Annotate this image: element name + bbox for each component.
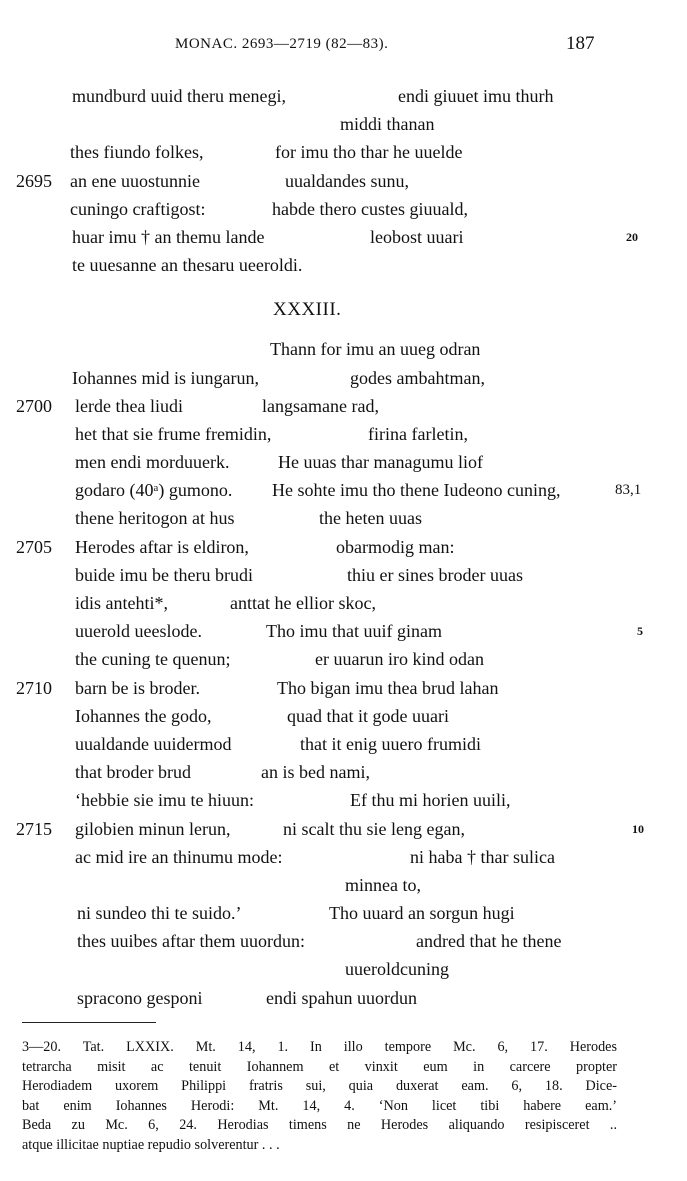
verse-first-half: het that sie frume fremidin, (75, 423, 272, 444)
verse-second-half: minnea to, (345, 874, 421, 895)
verse-second-half: ni scalt thu sie leng egan, (283, 818, 465, 839)
verse-line (0, 251, 687, 279)
footnote-line: Beda zu Mc. 6, 24. Herodias timens ne Herodes aliquando resipisceret .. (22, 1117, 617, 1134)
section-number: XXXIII. (273, 299, 342, 321)
verse-second-half: Tho imu that uuif ginam (266, 621, 442, 642)
footnote-line: atque illicitae nuptiae repudio solverentur . . . (22, 1136, 280, 1153)
verse-first-half: ‘hebbie sie imu te hiuun: (75, 790, 254, 811)
line-number: 2715 (16, 818, 52, 839)
verse-second-half: middi thanan (340, 114, 435, 135)
verse-line (0, 533, 687, 561)
verse-second-half: endi spahun uuordun (266, 987, 417, 1008)
verse-line (0, 335, 687, 363)
verse-first-half: Iohannes the godo, (75, 705, 212, 726)
verse-second-half: He sohte imu tho thene Iudeono cuning, (272, 480, 561, 501)
verse-second-half: endi giuuet imu thurh (398, 86, 554, 106)
line-number: 2705 (16, 536, 52, 557)
footnote-line: tetrarcha misit ac tenuit Iohannem et vinxit eum in carcere propter (22, 1058, 617, 1075)
verse-first-half: the cuning te quenun; (75, 649, 231, 670)
margin-reference: 5 (637, 624, 643, 639)
verse-second-half: Ef thu mi horien uuili, (350, 790, 511, 811)
verse-line (0, 82, 687, 110)
verse-first-half: thes uuibes aftar them uuordun: (77, 931, 305, 952)
verse-second-half: for imu tho thar he uuelde (275, 142, 463, 163)
verse-second-half: anttat he ellior skoc, (230, 593, 376, 613)
verse-line (0, 167, 687, 195)
verse-line (0, 110, 687, 138)
verse-second-half: andred that he thene (416, 931, 562, 952)
verse-second-half: uueroldcuning (345, 959, 449, 980)
verse-first-half: barn be is broder. (75, 677, 200, 698)
verse-second-half: that it enig uuero frumidi (300, 733, 481, 754)
verse-line (0, 364, 687, 392)
verse-first-half: buide imu be theru brudi (75, 564, 253, 585)
verse-first-half: cuningo craftigost: (70, 198, 206, 219)
footnote-rule (22, 1022, 156, 1023)
verse-first-half: Iohannes mid is iungarun, (72, 367, 259, 388)
verse-second-half: Tho bigan imu thea brud lahan (277, 677, 499, 698)
margin-reference: 10 (632, 821, 644, 836)
verse-first-half: huar imu † an themu lande (72, 226, 265, 247)
verse-line (0, 843, 687, 871)
verse-line (0, 758, 687, 786)
verse-second-half: leobost uuari (370, 226, 464, 247)
verse-second-half: obarmodig man: (336, 536, 455, 557)
verse-first-half: ni sundeo thi te suido.’ (77, 903, 242, 924)
verse-line (0, 927, 687, 955)
verse-first-half: thes fiundo folkes, (70, 142, 204, 163)
verse-line (0, 138, 687, 166)
verse-line (0, 815, 687, 843)
verse-line (0, 476, 687, 504)
verse-second-half: firina farletin, (368, 423, 468, 444)
verse-line (0, 392, 687, 420)
verse-first-half: lerde thea liudi (75, 395, 183, 416)
verse-second-half: langsamane rad, (262, 395, 379, 416)
verse-first-half: te uuesanne an thesaru ueeroldi. (72, 255, 303, 276)
line-number: 2710 (16, 677, 52, 698)
verse-line (0, 617, 687, 645)
margin-reference: 20 (626, 229, 638, 244)
footnote-line: 3—20. Tat. LXXIX. Mt. 14, 1. In illo tempore Mc. 6, 17. Herodes (22, 1039, 617, 1055)
running-header (0, 33, 687, 60)
verse-first-half: idis antehti*, (75, 593, 168, 613)
margin-reference: 83,1 (615, 482, 642, 499)
verse-first-half: thene heritogon at hus (75, 508, 235, 529)
verse-first-half: gilobien minun lerun, (75, 818, 231, 839)
verse-second-half: ni haba † thar sulica (410, 846, 555, 867)
verse-second-half: thiu er sines broder uuas (347, 564, 523, 585)
verse-first-half: spracono gesponi (77, 987, 203, 1008)
verse-second-half: uualdandes sunu, (285, 170, 409, 191)
verse-first-half: Herodes aftar is eldiron, (75, 536, 249, 557)
verse-line (0, 899, 687, 927)
verse-second-half: He uuas thar managumu liof (278, 452, 483, 473)
footnote-line: Herodiadem uxorem Philippi fratris sui, quia duxerat eam. 6, 18. Dice- (22, 1078, 617, 1095)
footnote-line: bat enim Iohannes Herodi: Mt. 14, 4. ‘Non licet tibi habere eam.’ (22, 1097, 617, 1114)
verse-line (0, 730, 687, 758)
verse-line (0, 702, 687, 730)
verse-line (0, 223, 687, 251)
verse-line (0, 420, 687, 448)
verse-line (0, 504, 687, 532)
verse-first-half: mundburd uuid theru menegi, (72, 86, 286, 106)
verse-second-half: er uuarun iro kind odan (315, 649, 484, 670)
verse-line (0, 561, 687, 589)
verse-first-half: an ene uuostunnie (70, 170, 200, 191)
verse-first-half: uualdande uuidermod (75, 733, 232, 754)
verse-first-half: godaro (40ᵃ) gumono. (75, 480, 233, 501)
verse-line (0, 786, 687, 814)
verse-line (0, 674, 687, 702)
verse-second-half: godes ambahtman, (350, 367, 485, 388)
line-number: 2700 (16, 395, 52, 416)
verse-second-half: the heten uuas (319, 508, 422, 529)
verse-second-half: quad that it gode uuari (287, 705, 449, 726)
page-number: 187 (566, 33, 595, 54)
verse-line (0, 589, 687, 617)
verse-first-half: ac mid ire an thinumu mode: (75, 846, 283, 867)
section-heading (0, 279, 687, 335)
verse-first-half: men endi morduuerk. (75, 452, 230, 473)
verse-second-half: Thann for imu an uueg odran (270, 339, 481, 360)
line-number: 2695 (16, 170, 52, 191)
verse-line (0, 195, 687, 223)
footnote (22, 1038, 617, 1156)
verse-text (0, 82, 687, 1012)
verse-line (0, 871, 687, 899)
verse-second-half: habde thero custes giuuald, (272, 198, 468, 219)
verse-first-half: uuerold ueeslode. (75, 621, 202, 642)
verse-first-half: that broder brud (75, 762, 191, 783)
verse-second-half: an is bed nami, (261, 762, 370, 783)
verse-line (0, 448, 687, 476)
verse-second-half: Tho uuard an sorgun hugi (329, 903, 515, 924)
verse-line (0, 984, 687, 1012)
verse-line (0, 955, 687, 983)
running-title: MONAC. 2693—2719 (82—83). (175, 36, 389, 52)
verse-line (0, 645, 687, 673)
